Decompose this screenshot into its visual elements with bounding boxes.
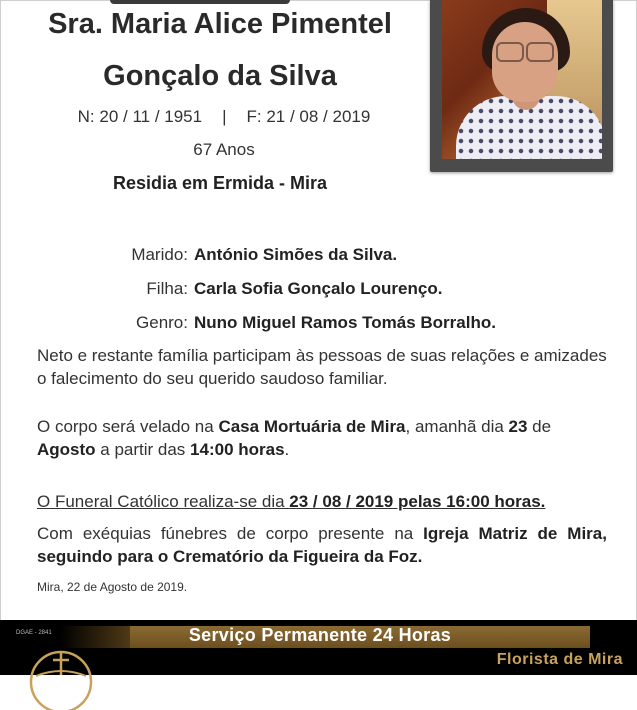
wake-text: a partir das [95, 440, 191, 459]
wake-month: Agosto [37, 440, 96, 459]
age: 67 Anos [193, 140, 255, 159]
residence: Residia em Ermida - Mira [112, 173, 328, 193]
birth-date: N: 20 / 11 / 1951 [77, 107, 203, 126]
funeral-text: O Funeral Católico realiza-se dia [37, 492, 290, 511]
relative-name: António Simões da Silva. [194, 245, 398, 264]
footer-florist-name: Florista de Mira [496, 651, 623, 668]
relative-label: Marido: [131, 245, 188, 264]
wake-place: Casa Mortuária de Mira [218, 417, 406, 436]
relative-row [0, 279, 600, 299]
wake-text: de [527, 417, 552, 436]
ceremony-details: Igreja Matriz de Mira, seguindo para o Crematório da Figueira da Foz. [37, 524, 607, 566]
relative-name: Carla Sofia Gonçalo Lourenço. [194, 279, 443, 298]
date-separator: | [222, 107, 227, 126]
deceased-name-line1: Sra. Maria Alice Pimentel [48, 8, 392, 40]
funeral-home-logo [26, 640, 96, 710]
footer-license-code: DGAE - 2841 [16, 630, 52, 636]
wake-day: 23 [508, 417, 528, 436]
family-notice: Neto e restante família participam às pessoas de suas relações e amizades o falecimento do seu querido saudoso familiar. [37, 346, 607, 388]
dates-line [0, 107, 448, 127]
top-decoration [110, 0, 290, 4]
death-date: F: 21 / 08 / 2019 [246, 107, 371, 126]
ceremony-text: Com exéquias fúnebres de corpo presente na [37, 524, 424, 543]
deceased-name-line2: Gonçalo da Silva [103, 60, 337, 92]
signoff-date: Mira, 22 de Agosto de 2019. [37, 580, 188, 594]
ceremony-notice [37, 522, 607, 568]
wake-text: . [284, 440, 290, 459]
relative-label: Genro: [136, 313, 188, 332]
relative-row [0, 313, 600, 333]
portrait-photo [442, 0, 602, 159]
funeral-notice [37, 490, 607, 513]
portrait-frame [430, 0, 613, 172]
wake-time: 14:00 horas [190, 440, 285, 459]
relative-name: Nuno Miguel Ramos Tomás Borralho. [194, 313, 496, 332]
wake-notice [37, 415, 607, 461]
wake-text: , amanhã dia [405, 417, 509, 436]
wake-text: O corpo será velado na [37, 417, 219, 436]
relative-row [0, 245, 600, 265]
footer-service-text: Serviço Permanente 24 Horas [188, 625, 452, 645]
relative-label: Filha: [146, 279, 188, 298]
funeral-datetime: 23 / 08 / 2019 pelas 16:00 horas. [289, 492, 546, 511]
